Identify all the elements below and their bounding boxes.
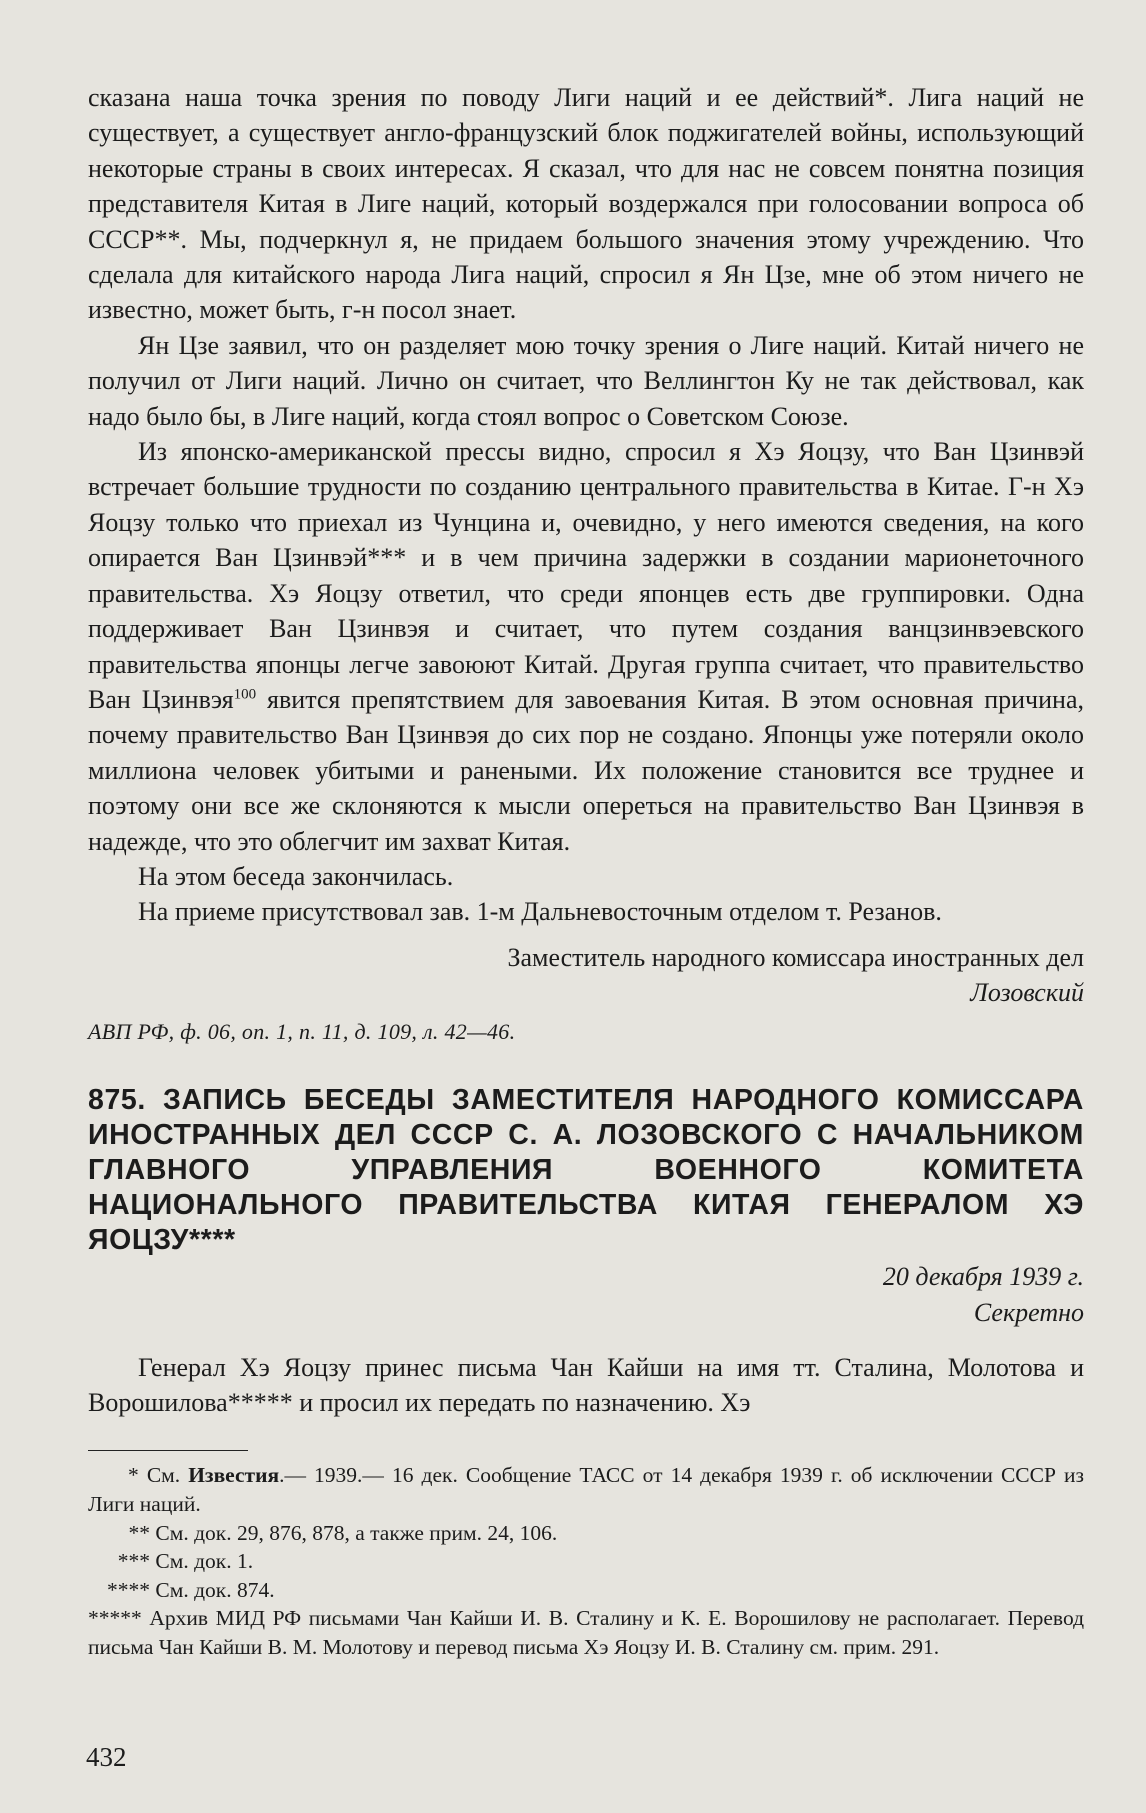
signature-title: Заместитель народного комиссара иностранных дел [507, 942, 1084, 972]
paragraph-league-of-nations: сказана наша точка зрения по поводу Лиги наций и ее действий*. Лига наций не существует, а существует англо-французский блок поджигателей войны, использующий некоторые страны в своих интересах. Я сказал, что для нас не совсем понятна позиция представителя Китая в Лиге наций, который воздержался при голосовании вопроса об СССР**. Мы, подчеркнул я, не придаем большого значения этому учреждению. Что сделала для китайского народа Лига наций, спросил я Ян Цзе, мне об этом ничего не известно, может быть, г-н посол знает. [88, 83, 1084, 325]
document-heading: 875. ЗАПИСЬ БЕСЕДЫ ЗАМЕСТИТЕЛЯ НАРОДНОГО КОМИССАРА ИНОСТРАННЫХ ДЕЛ СССР С. А. ЛОЗОВСКОГО С НАЧАЛЬНИКОМ ГЛАВНОГО УПРАВЛЕНИЯ ВОЕННОГО КОМИТЕТА НАЦИОНАЛЬНОГО ПРАВИТЕЛЬСТВА КИТАЯ ГЕНЕРАЛОМ ХЭ ЯОЦЗУ**** [88, 1083, 1084, 1256]
footnote-3-marker: *** [117, 1549, 150, 1574]
footnote-1-text: .— 1939.— 16 дек. Сообщение ТАСС от 14 декабря 1939 г. об исключении СССР из Лиги наций. [88, 1463, 1084, 1516]
footnote-divider [88, 1450, 248, 1451]
footnote-2-marker: ** [128, 1520, 150, 1545]
paragraph-wang-jingwei-part1: Из японско-американской прессы видно, спросил я Хэ Яоцзу, что Ван Цзинвэй встречает большие трудности по созданию центрального правительства в Китае. Г-н Хэ Яоцзу только что приехал из Чунцина и, очевидно, у него имеются сведения, на кого опирается Ван Цзинвэй*** и в чем причина задержки в создании марионеточного правительства. Хэ Яоцзу ответил, что среди японцев есть две группировки. Одна поддерживает Ван Цзинвэя и считает, что путем создания ванцзинвэевского правительства японцы легче завоюют Китай. Другая группа считает, что правительство Ван Цзинвэя [88, 437, 1084, 714]
footnote-4 [88, 1576, 1084, 1605]
archive-reference: АВП РФ, ф. 06, оп. 1, п. 11, д. 109, л. 42—46. [88, 1018, 516, 1044]
endnote-marker: 100 [233, 686, 257, 703]
signature-name: Лозовский [970, 978, 1084, 1008]
footnote-4-text: См. док. 874. [155, 1577, 275, 1602]
footnote-1-source: Известия [188, 1463, 280, 1488]
footnote-5-marker: ***** [88, 1606, 142, 1631]
footnote-3 [88, 1547, 1084, 1576]
footnote-5-text: Архив МИД РФ письмами Чан Кайши И. В. Сталину и К. Е. Ворошилову не располагает. Перевод письма Чан Кайши В. М. Молотову и перевод письма Хэ Яоцзу И. В. Сталину см. прим. 291. [88, 1606, 1085, 1659]
classification-label: Секретно [973, 1297, 1084, 1327]
footnote-2-text: См. док. 29, 876, 878, а также прим. 24, 106. [155, 1520, 558, 1545]
footnote-4-marker: **** [107, 1577, 150, 1602]
page-content [88, 80, 1084, 1662]
paragraph-letters-delivery: Генерал Хэ Яоцзу принес письма Чан Кайши на имя тт. Сталина, Молотова и Ворошилова***** и просил их передать по назначению. Хэ [88, 1352, 1084, 1417]
paragraph-yang-jie-reply: Ян Цзе заявил, что он разделяет мою точку зрения о Лиге наций. Китай ничего не получил от Лиги наций. Лично он считает, что Веллингтон Ку не так действовал, как надо было бы, в Лиге наций, когда стоял вопрос о Советском Союзе. [88, 330, 1084, 431]
paragraph-wang-jingwei-part2: явится препятствием для завоевания Китая. В этом основная причина, почему правительство Ван Цзинвэя до сих пор не создано. Японцы уже потеряли около миллиона человек убитыми и ранеными. Их положение становится все труднее и поэтому они все же склоняются к мысли опереться на правительство Ван Цзинвэя в надежде, что это облегчит им захват Китая. [88, 684, 1084, 856]
page-number: 432 [86, 1742, 127, 1772]
footnote-1-marker: * [128, 1463, 139, 1488]
footnote-1-prefix: См. [146, 1463, 181, 1488]
footnote-3-text: См. док. 1. [155, 1549, 254, 1574]
signature-block [88, 940, 1084, 1011]
paragraph-conversation-ended: На этом беседа закончилась. [138, 861, 454, 891]
paragraph-reception-attendee: На приеме присутствовал зав. 1-м Дальневосточным отделом т. Резанов. [138, 897, 942, 927]
paragraph-wang-jingwei [88, 434, 1084, 859]
document-date: 20 декабря 1939 г. [882, 1261, 1084, 1291]
footnote-1 [88, 1461, 1084, 1518]
footnote-5 [88, 1604, 1084, 1661]
footnote-2 [88, 1519, 1084, 1548]
